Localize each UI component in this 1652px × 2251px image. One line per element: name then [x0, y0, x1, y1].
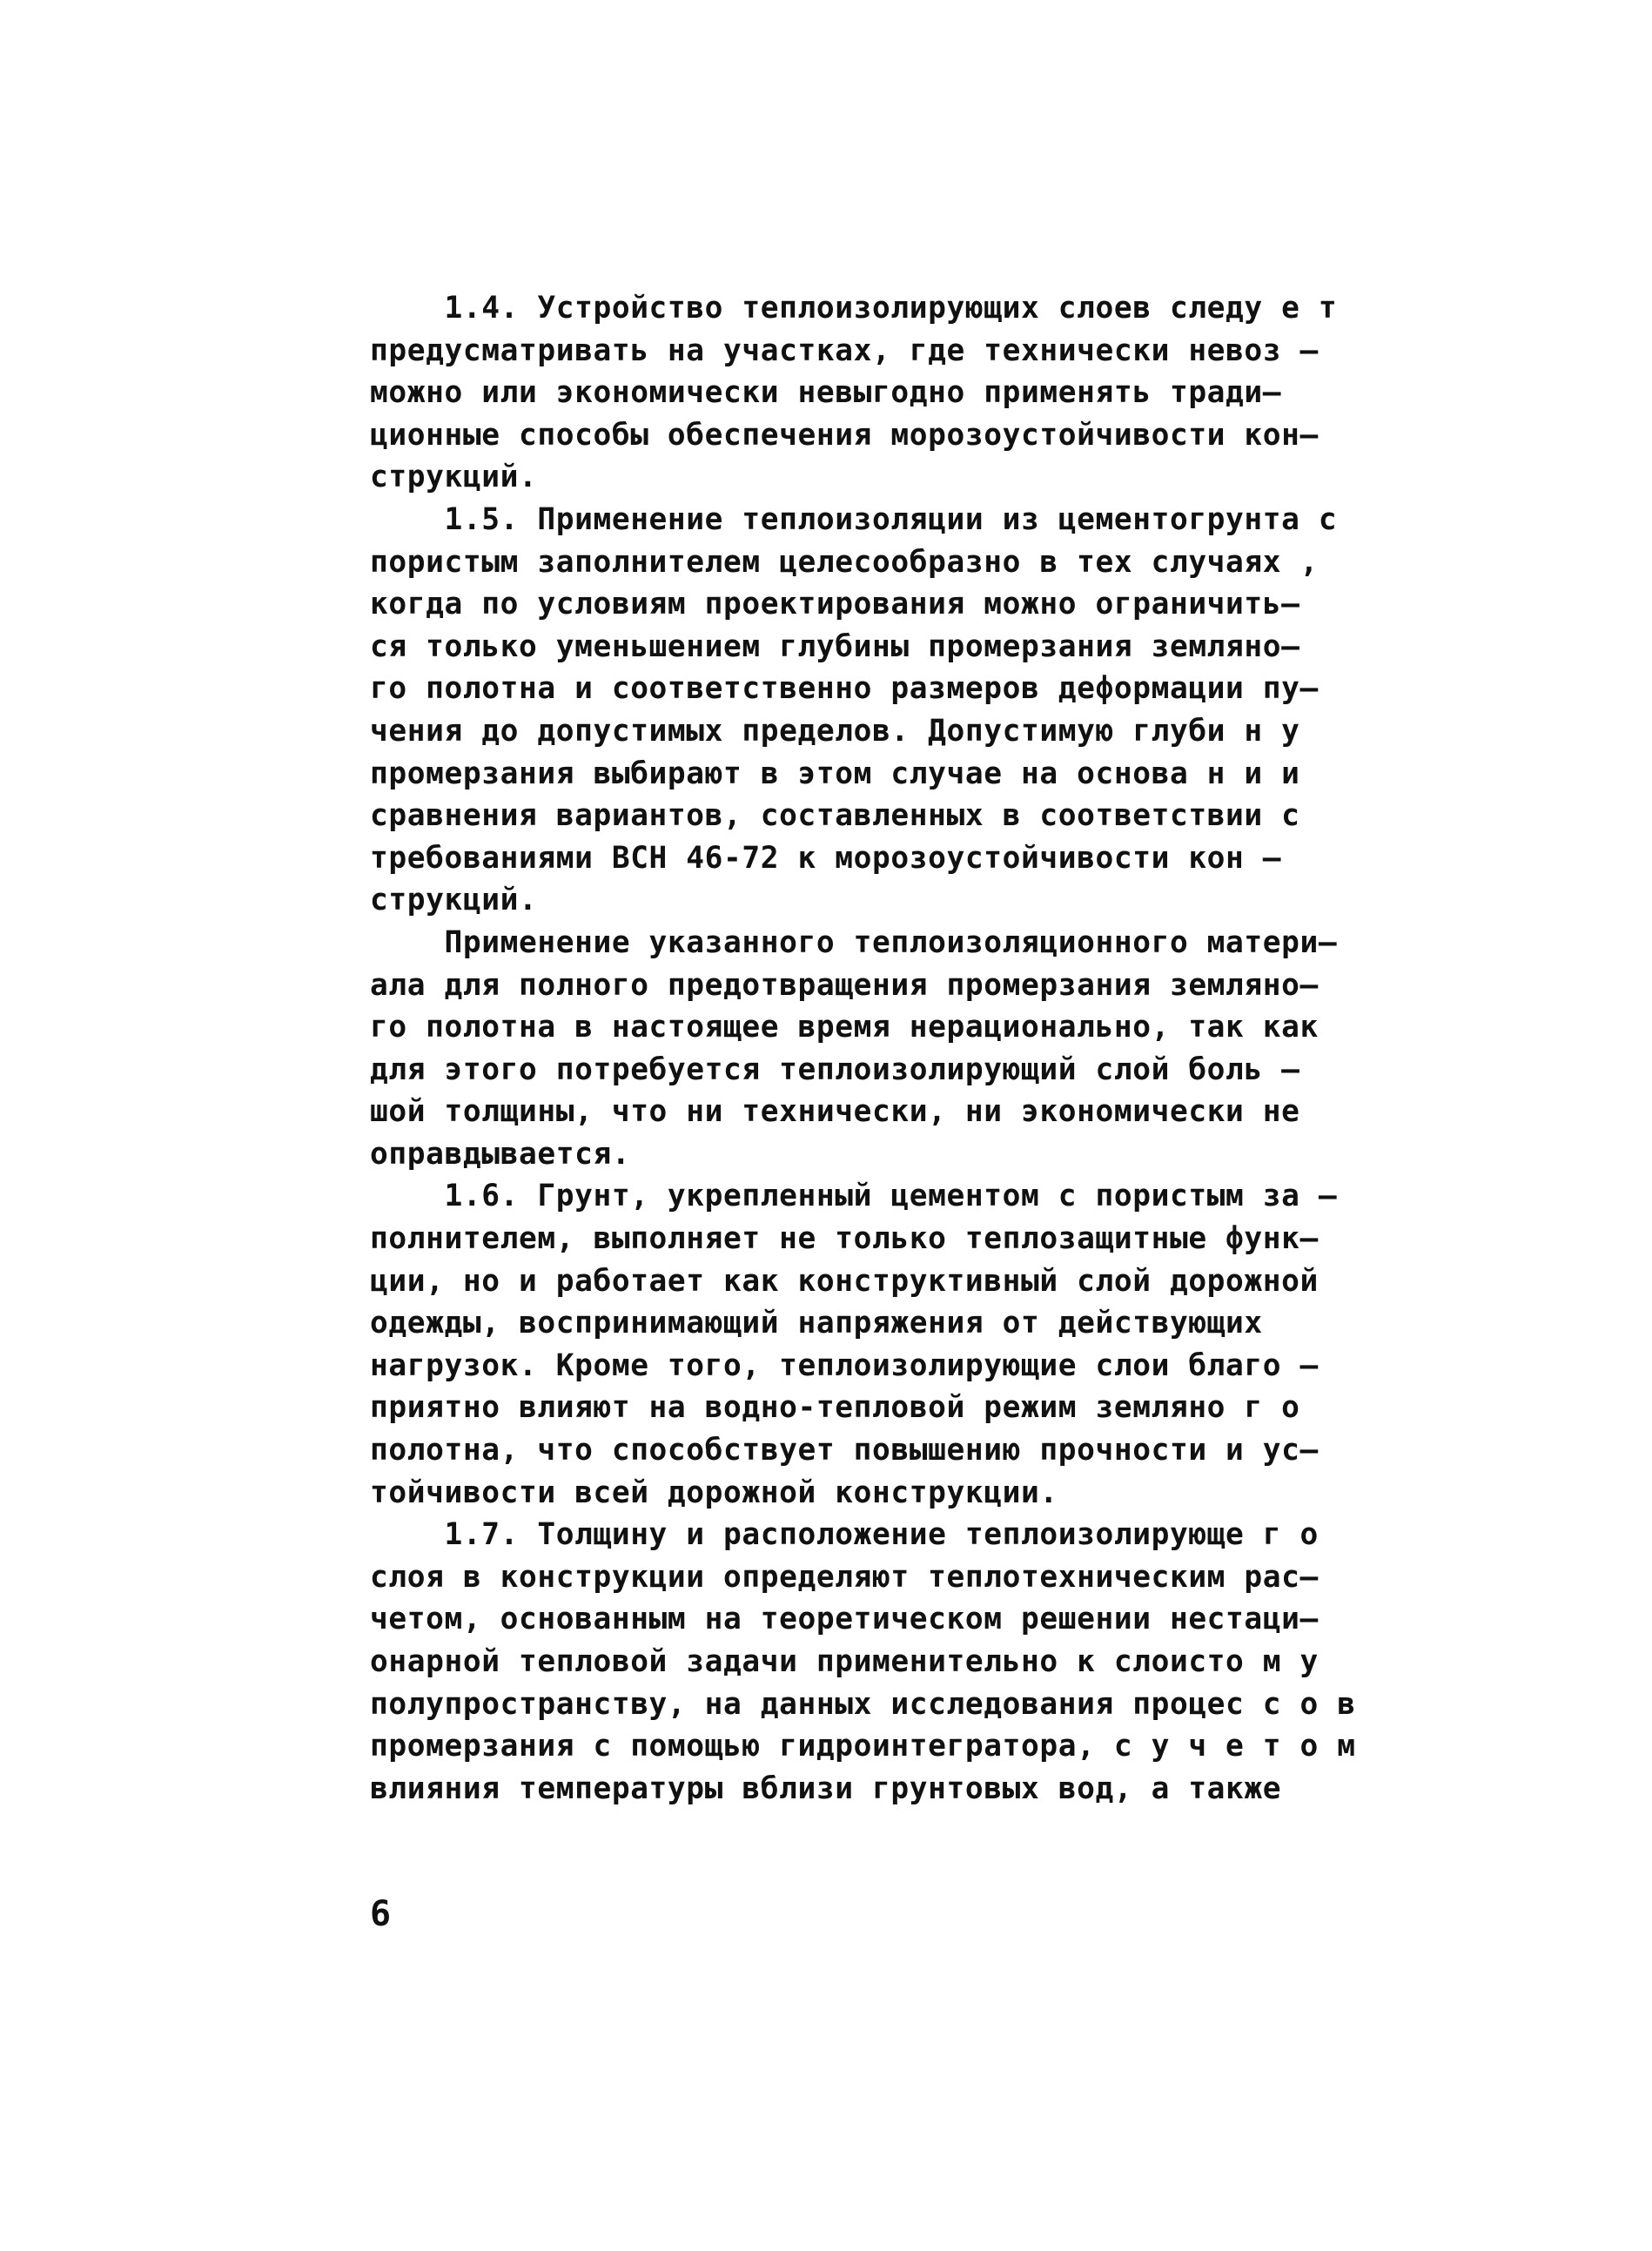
- text-line: ся только уменьшением глубины промерзания земляно–: [370, 628, 1300, 664]
- text-line: 1.5. Применение теплоизоляции из цементогрунта с: [370, 501, 1338, 537]
- text-line: полотна, что способствует повышению прочности и ус–: [370, 1433, 1319, 1468]
- text-line: одежды, воспринимающий напряжения от действующих: [370, 1306, 1263, 1341]
- text-line: струкций.: [370, 883, 538, 918]
- text-line: предусматривать на участках, где технически невоз –: [370, 333, 1319, 368]
- body-text: [370, 287, 1467, 1810]
- text-line: онарной тепловой задачи применительно к слоисто м у: [370, 1644, 1319, 1679]
- text-line: можно или экономически невыгодно применять тради–: [370, 375, 1282, 411]
- text-line: для этого потребуется теплоизолирующий слой боль –: [370, 1052, 1300, 1087]
- text-line: требованиями ВСН 46-72 к морозоустойчивости кон –: [370, 840, 1282, 876]
- text-line: Применение указанного теплоизоляционного матери–: [370, 924, 1338, 960]
- text-line: пористым заполнителем целесообразно в тех случаях ,: [370, 544, 1319, 580]
- text-line: 1.4. Устройство теплоизолирующих слоев следу е т: [370, 291, 1338, 326]
- text-line: нагрузок. Кроме того, теплоизолирующие слои благо –: [370, 1347, 1319, 1383]
- text-line: оправдывается.: [370, 1136, 631, 1172]
- text-line: 1.6. Грунт, укрепленный цементом с пористым за –: [370, 1179, 1338, 1214]
- text-line: полнителем, выполняет не только теплозащитные функ–: [370, 1221, 1319, 1257]
- text-line: ционные способы обеспечения морозоустойчивости кон–: [370, 417, 1319, 453]
- text-line: чения до допустимых пределов. Допустимую глуби н у: [370, 713, 1300, 749]
- text-line: ала для полного предотвращения промерзания земляно–: [370, 967, 1319, 1003]
- text-line: четом, основанным на теоретическом решении нестаци–: [370, 1602, 1319, 1637]
- text-line: ции, но и работает как конструктивный слой дорожной: [370, 1263, 1319, 1299]
- text-line: сравнения вариантов, составленных в соответствии с: [370, 798, 1300, 834]
- text-line: когда по условиям проектирования можно ограничить–: [370, 587, 1300, 622]
- text-line: 1.7. Толщину и расположение теплоизолирующе г о: [370, 1517, 1319, 1553]
- text-line: влияния температуры вблизи грунтовых вод, а также: [370, 1771, 1282, 1806]
- text-line: го полотна в настоящее время нерационально, так как: [370, 1010, 1319, 1045]
- page-number: 6: [370, 1894, 392, 1934]
- text-line: промерзания выбирают в этом случае на основа н и и: [370, 756, 1300, 791]
- text-line: слоя в конструкции определяют теплотехническим рас–: [370, 1559, 1319, 1595]
- text-line: шой толщины, что ни технически, ни экономически не: [370, 1094, 1300, 1130]
- text-line: полупространству, на данных исследования процес с о в: [370, 1686, 1356, 1722]
- text-line: го полотна и соответственно размеров деформации пу–: [370, 671, 1319, 707]
- text-line: приятно влияют на водно-тепловой режим земляно г о: [370, 1390, 1300, 1426]
- text-line: тойчивости всей дорожной конструкции.: [370, 1475, 1058, 1510]
- text-line: струкций.: [370, 460, 538, 495]
- text-line: промерзания с помощью гидроинтегратора, с у ч е т о м: [370, 1729, 1356, 1764]
